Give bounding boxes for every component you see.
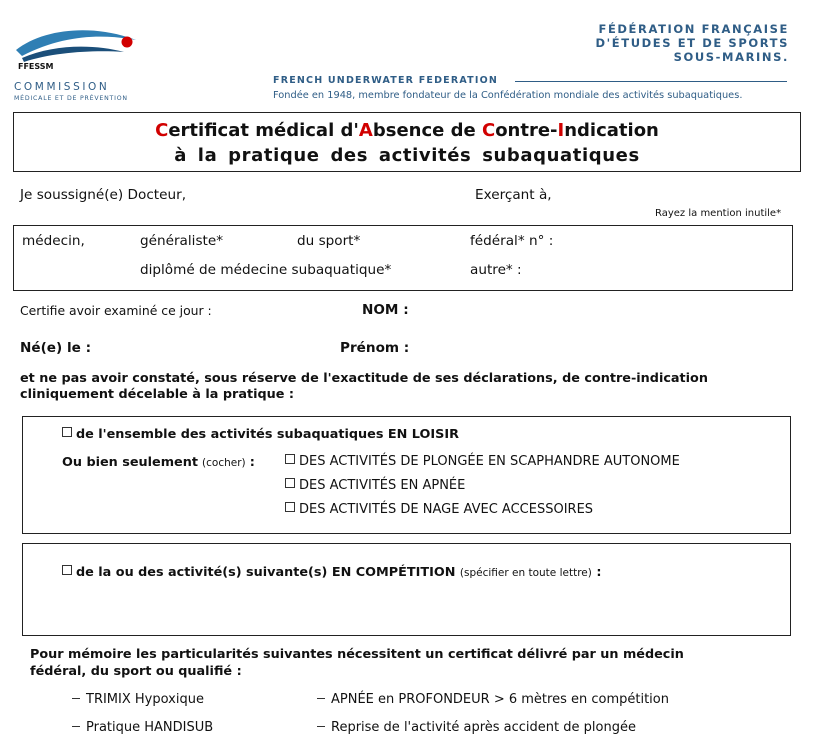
loisir-checkbox[interactable]	[62, 427, 72, 437]
competition-label: de la ou des activité(s) suivante(s) EN COMPÉTITION	[76, 565, 456, 580]
constat-line-1: et ne pas avoir constaté, sous réserve de l'exactitude de ses déclarations, de contre-indication	[20, 371, 708, 386]
medecin-option[interactable]: médecin,	[22, 233, 85, 249]
document-title-line-2: à la pratique des activités subaquatiques	[174, 145, 640, 166]
federal-option[interactable]: fédéral* n° :	[470, 233, 554, 249]
ou-bien-label: Ou bien seulement	[62, 455, 198, 470]
logo-text: FFESSM	[18, 62, 54, 71]
scaphandre-checkbox[interactable]	[285, 454, 295, 464]
dash-icon	[72, 698, 80, 699]
exercant-label: Exerçant à,	[475, 187, 552, 203]
dash-icon	[72, 726, 80, 727]
memo-item	[317, 692, 669, 707]
ou-bien-line	[62, 455, 255, 470]
federation-line-1: FÉDÉRATION FRANÇAISE	[598, 22, 789, 36]
header-divider	[515, 81, 787, 82]
title-initial: I	[557, 120, 565, 141]
je-soussigne-label: Je soussigné(e) Docteur,	[20, 187, 187, 203]
title-initial: A	[358, 120, 373, 141]
memo-item-label: Pratique HANDISUB	[86, 720, 214, 735]
doctor-type-box	[13, 225, 793, 291]
du-sport-option[interactable]: du sport*	[297, 233, 361, 249]
prenom-label: Prénom :	[340, 340, 410, 356]
generaliste-option[interactable]: généraliste*	[140, 233, 224, 249]
apnee-label: DES ACTIVITÉS EN APNÉE	[299, 478, 466, 493]
federation-line-3: SOUS-MARINS.	[673, 50, 789, 64]
english-federation-name: FRENCH UNDERWATER FEDERATION	[273, 75, 499, 86]
memo-item-label: APNÉE en PROFONDEUR > 6 mètres en compétition	[331, 692, 669, 707]
apnee-checkbox[interactable]	[285, 478, 295, 488]
memo-text	[30, 646, 684, 680]
nom-label: NOM :	[362, 302, 409, 318]
competition-box	[22, 543, 791, 636]
competition-colon: :	[596, 565, 602, 580]
memo-line-1: Pour mémoire les particularités suivantes nécessitent un certificat délivré par un médecin	[30, 647, 684, 662]
ou-bien-colon: :	[249, 455, 255, 470]
option-apnee	[285, 478, 465, 493]
commission-subtitle: MÉDICALE ET DE PRÉVENTION	[14, 95, 128, 102]
federation-name	[596, 22, 789, 64]
constat-text	[20, 371, 795, 403]
title-part: ontre-	[495, 120, 558, 141]
constat-line-2: cliniquement décelable à la pratique :	[20, 387, 295, 402]
certifie-label: Certifie avoir examiné ce jour :	[20, 303, 212, 318]
title-part: bsence de	[372, 120, 482, 141]
title-part: ndication	[564, 120, 659, 141]
option-scaphandre	[285, 454, 680, 469]
title-part: ertificat médical d'	[168, 120, 359, 141]
cocher-note: (cocher)	[202, 457, 246, 469]
memo-item	[317, 720, 636, 735]
dash-icon	[317, 698, 325, 699]
memo-item-label: TRIMIX Hypoxique	[86, 692, 204, 707]
ffessm-logo-wave-icon	[14, 20, 139, 64]
founded-note: Fondée en 1948, membre fondateur de la Confédération mondiale des activités subaquatiques.	[273, 90, 743, 101]
federation-line-2: D'ÉTUDES ET DE SPORTS	[595, 36, 789, 50]
specifier-note: (spécifier en toute lettre)	[459, 567, 592, 579]
commission-label: COMMISSION	[14, 81, 110, 93]
title-initial: C	[481, 120, 496, 141]
ne-le-label: Né(e) le :	[20, 340, 92, 356]
dash-icon	[317, 726, 325, 727]
diplome-option[interactable]: diplômé de médecine subaquatique*	[140, 262, 392, 278]
nage-checkbox[interactable]	[285, 502, 295, 512]
memo-item	[72, 720, 213, 735]
document-title-line-1	[13, 120, 801, 141]
rayez-note: Rayez la mention inutile*	[655, 208, 782, 219]
autre-option[interactable]: autre* :	[470, 262, 522, 278]
competition-line	[62, 565, 601, 580]
memo-item	[72, 692, 204, 707]
nage-label: DES ACTIVITÉS DE NAGE AVEC ACCESSOIRES	[299, 502, 594, 517]
option-nage	[285, 502, 593, 517]
title-initial: C	[155, 120, 169, 141]
memo-line-2: fédéral, du sport ou qualifié :	[30, 664, 242, 679]
competition-checkbox[interactable]	[62, 565, 72, 575]
memo-item-label: Reprise de l'activité après accident de plongée	[331, 720, 636, 735]
loisir-main-label: de l'ensemble des activités subaquatiques EN LOISIR	[76, 427, 459, 442]
scaphandre-label: DES ACTIVITÉS DE PLONGÉE EN SCAPHANDRE AUTONOME	[299, 454, 680, 469]
loisir-main	[62, 427, 459, 442]
